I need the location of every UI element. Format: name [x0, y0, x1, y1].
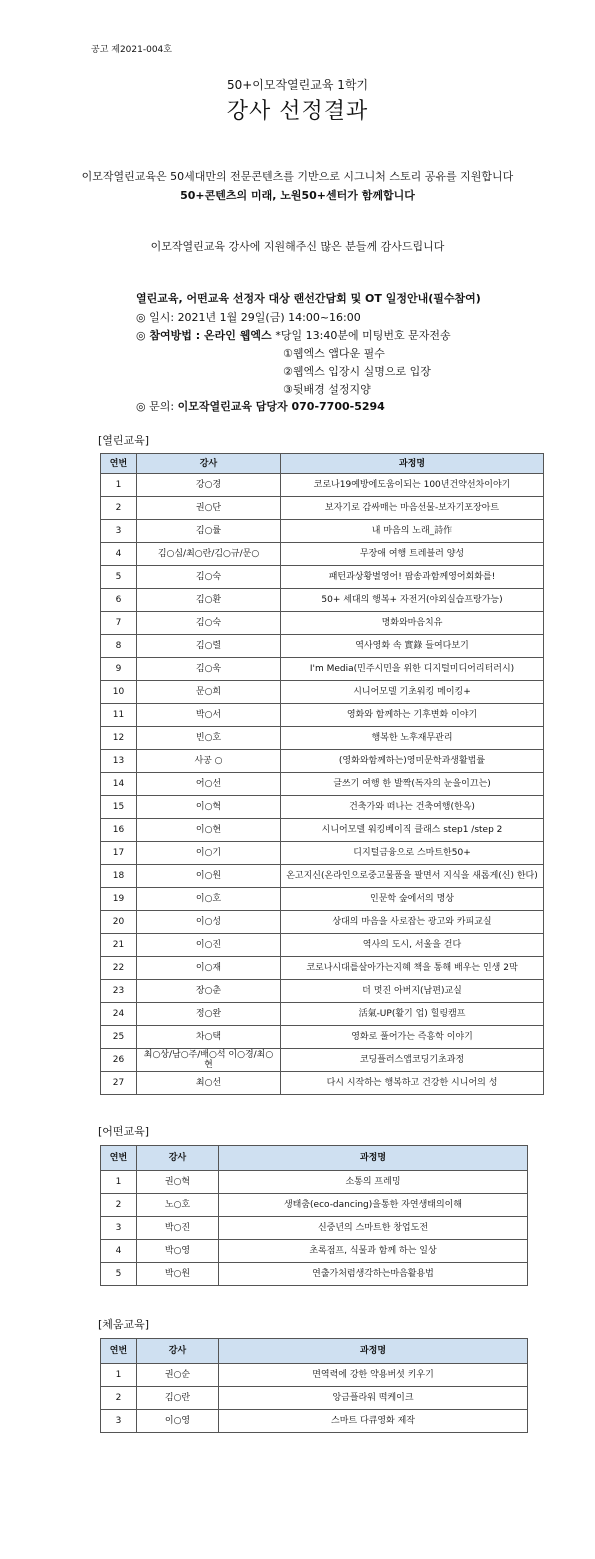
ot-method: [136, 327, 451, 343]
table-row: [101, 1410, 528, 1433]
table-row: [101, 589, 544, 612]
instructor-name: 박○영: [137, 1240, 219, 1263]
thanks-message: 이모작열린교육 강사에 지원해주신 많은 분들께 감사드립니다: [150, 240, 445, 253]
instructor-name: 이○재: [137, 957, 281, 980]
course-title: 活氣-UP(활기 업) 힐링캠프: [281, 1003, 544, 1026]
row-number: 21: [101, 934, 137, 957]
table-header-row: [101, 1146, 528, 1171]
course-title: 건축가와 떠나는 건축여행(한옥): [281, 796, 544, 819]
ot-requirement-2: ②웹엑스 입장시 실명으로 입장: [283, 365, 431, 378]
header-course: 과정명: [219, 1339, 528, 1364]
course-title: 초록점프, 식물과 함께 하는 일상: [219, 1240, 528, 1263]
instructor-name: 김○란: [137, 1387, 219, 1410]
row-number: 18: [101, 865, 137, 888]
header-instructor: 강사: [137, 454, 281, 474]
row-number: 4: [101, 543, 137, 566]
instructor-name: 권○혁: [137, 1171, 219, 1194]
instructor-name: 빈○호: [137, 727, 281, 750]
course-title: 신중년의 스마트한 창업도전: [219, 1217, 528, 1240]
intro-line-1: 이모작열린교육은 50세대만의 전문콘텐츠를 기반으로 시그니처 스토리 공유를 지원합니다: [81, 170, 514, 183]
row-number: 22: [101, 957, 137, 980]
row-number: 2: [101, 497, 137, 520]
instructor-name: 박○진: [137, 1217, 219, 1240]
ot-date: [136, 309, 361, 325]
course-title: 역사의 도시, 서울을 걷다: [281, 934, 544, 957]
course-title: 무장애 여행 트레블러 양성: [281, 543, 544, 566]
header-no: 연번: [101, 1146, 137, 1171]
table-row: [101, 1072, 544, 1095]
page-title: 강사 선정결과: [226, 99, 369, 124]
row-number: 1: [101, 1171, 137, 1194]
table-row: [101, 1387, 528, 1410]
header-instructor: 강사: [137, 1339, 219, 1364]
row-number: 3: [101, 520, 137, 543]
ot-requirement-1: ①웹엑스 앱다운 필수: [283, 347, 385, 360]
table-row: [101, 842, 544, 865]
row-number: 20: [101, 911, 137, 934]
course-title: 명화와마음치유: [281, 612, 544, 635]
course-title: 행복한 노후재무관리: [281, 727, 544, 750]
instructor-name: 김○숙: [137, 612, 281, 635]
ot-method-value: *당일 13:40분에 미팅번호 문자전송: [275, 329, 451, 342]
course-title: 스마트 다큐영화 제작: [219, 1410, 528, 1433]
course-title: 온고지신(온라인으로중고물품을 팔면서 지식을 새롭게(신) 한다): [281, 865, 544, 888]
course-title: 앙금플라워 떡케이크: [219, 1387, 528, 1410]
course-title: 상대의 마음을 사로잡는 광고와 카피교실: [281, 911, 544, 934]
instructor-name: 권○단: [137, 497, 281, 520]
row-number: 25: [101, 1026, 137, 1049]
table-row: [101, 1217, 528, 1240]
course-title: 역사영화 속 實錄 들여다보기: [281, 635, 544, 658]
row-number: 12: [101, 727, 137, 750]
section-label-which: [어떤교육]: [98, 1125, 150, 1138]
instructor-name: 장○춘: [137, 980, 281, 1003]
course-title: 코딩플러스앱코딩기초과정: [281, 1049, 544, 1072]
course-title: 생태춤(eco-dancing)을통한 자연생태의이해: [219, 1194, 528, 1217]
table-row: [101, 819, 544, 842]
instructor-name: 노○호: [137, 1194, 219, 1217]
instructor-name: 문○희: [137, 681, 281, 704]
table-row: [101, 543, 544, 566]
row-number: 19: [101, 888, 137, 911]
row-number: 14: [101, 773, 137, 796]
course-title: 소통의 프레밍: [219, 1171, 528, 1194]
table-row: [101, 1364, 528, 1387]
course-title: 시니어모델 기초워킹 메이킹+: [281, 681, 544, 704]
header-course: 과정명: [219, 1146, 528, 1171]
table-row: [101, 865, 544, 888]
row-number: 26: [101, 1049, 137, 1072]
row-number: 9: [101, 658, 137, 681]
instructor-name: 이○영: [137, 1410, 219, 1433]
course-title: 시니어모델 워킹베이직 클래스 step1 /step 2: [281, 819, 544, 842]
table-row: [101, 980, 544, 1003]
open-education-table: [100, 453, 544, 1095]
row-number: 2: [101, 1387, 137, 1410]
instructor-name: 이○원: [137, 865, 281, 888]
instructor-name: 이○진: [137, 934, 281, 957]
instructor-name: 강○경: [137, 474, 281, 497]
row-number: 8: [101, 635, 137, 658]
row-number: 13: [101, 750, 137, 773]
table-row: [101, 1049, 544, 1072]
instructor-name: 이○현: [137, 819, 281, 842]
table-row: [101, 773, 544, 796]
header-instructor: 강사: [137, 1146, 219, 1171]
ot-requirement-3: ③뒷배경 설정지양: [283, 383, 371, 396]
course-title: (영화와함께하는)영미문학과생활법률: [281, 750, 544, 773]
table-row: [101, 1240, 528, 1263]
instructor-name: 최○선: [137, 1072, 281, 1095]
instructor-name: 이○성: [137, 911, 281, 934]
row-number: 7: [101, 612, 137, 635]
course-title: 디지털금융으로 스마트한50+: [281, 842, 544, 865]
table-row: [101, 681, 544, 704]
course-title: 패턴과상황별영어! 팝송과함께영어회화를!: [281, 566, 544, 589]
table-row: [101, 704, 544, 727]
ot-heading: 열린교육, 어떤교육 선정자 대상 랜선간담회 및 OT 일정안내(필수참여): [136, 292, 481, 305]
table-row: [101, 727, 544, 750]
table-header-row: [101, 1339, 528, 1364]
table-row: [101, 888, 544, 911]
row-number: 17: [101, 842, 137, 865]
table-row: [101, 566, 544, 589]
table-row: [101, 957, 544, 980]
table-row: [101, 520, 544, 543]
instructor-name: 김○렬: [137, 635, 281, 658]
course-title: 인문학 숲에서의 명상: [281, 888, 544, 911]
table-header-row: [101, 454, 544, 474]
instructor-name: 박○원: [137, 1263, 219, 1286]
instructor-name: 권○순: [137, 1364, 219, 1387]
course-title: 내 마음의 노래_詩作: [281, 520, 544, 543]
ot-contact: [136, 398, 385, 414]
course-title: 영화와 함께하는 기후변화 이야기: [281, 704, 544, 727]
table-row: [101, 1194, 528, 1217]
instructor-name: 차○택: [137, 1026, 281, 1049]
row-number: 5: [101, 1263, 137, 1286]
row-number: 3: [101, 1410, 137, 1433]
instructor-name: 이○기: [137, 842, 281, 865]
table-row: [101, 934, 544, 957]
table-row: [101, 1003, 544, 1026]
row-number: 15: [101, 796, 137, 819]
row-number: 2: [101, 1194, 137, 1217]
table-row: [101, 796, 544, 819]
section-label-open: [열린교육]: [98, 434, 150, 447]
course-title: 글쓰기 여행 한 발짝(독자의 눈을이끄는): [281, 773, 544, 796]
ot-date-label: ◎ 일시:: [136, 311, 178, 324]
instructor-name: 이○혁: [137, 796, 281, 819]
table-row: [101, 911, 544, 934]
ot-contact-value: 이모작열린교육 담당자 070-7700-5294: [177, 400, 385, 413]
instructor-name: 김○률: [137, 520, 281, 543]
course-title: I'm Media(민주시민을 위한 디지털미디어리터러시): [281, 658, 544, 681]
instructor-name: 김○욱: [137, 658, 281, 681]
course-title: 코로나19예방에도움이되는 100년건약선차이야기: [281, 474, 544, 497]
course-title: 연출가처럼생각하는마음활용법: [219, 1263, 528, 1286]
header-course: 과정명: [281, 454, 544, 474]
row-number: 4: [101, 1240, 137, 1263]
table-row: [101, 658, 544, 681]
instructor-name: 김○숙: [137, 566, 281, 589]
experience-education-table: [100, 1338, 528, 1433]
row-number: 6: [101, 589, 137, 612]
row-number: 11: [101, 704, 137, 727]
course-title: 코로나시대를살아가는지혜 책을 통해 배우는 인생 2막: [281, 957, 544, 980]
intro-line-2: 50+콘텐츠의 미래, 노원50+센터가 함께합니다: [180, 189, 415, 202]
instructor-name: 사공 ○: [137, 750, 281, 773]
table-row: [101, 635, 544, 658]
row-number: 1: [101, 1364, 137, 1387]
row-number: 1: [101, 474, 137, 497]
instructor-name: 김○심/최○란/김○규/문○: [137, 543, 281, 566]
table-row: [101, 1263, 528, 1286]
ot-contact-label: ◎ 문의:: [136, 400, 178, 413]
course-title: 영화로 풀어가는 즉흥학 이야기: [281, 1026, 544, 1049]
ot-date-value: 2021년 1월 29일(금) 14:00~16:00: [177, 311, 361, 324]
table-row: [101, 1026, 544, 1049]
notice-number: 공고 제2021-004호: [91, 45, 172, 55]
row-number: 27: [101, 1072, 137, 1095]
header-no: 연번: [101, 454, 137, 474]
course-title: 면역력에 강한 약용버섯 키우기: [219, 1364, 528, 1387]
row-number: 3: [101, 1217, 137, 1240]
table-row: [101, 612, 544, 635]
row-number: 16: [101, 819, 137, 842]
section-label-experience: [체움교육]: [98, 1318, 150, 1331]
program-subtitle: 50+이모작열린교육 1학기: [226, 78, 369, 92]
instructor-name: 김○환: [137, 589, 281, 612]
table-row: [101, 750, 544, 773]
course-title: 보자기로 감싸매는 마음선물-보자기포장아트: [281, 497, 544, 520]
ot-method-label: ◎ 참여방법 : 온라인 웹엑스: [136, 329, 276, 342]
course-title: 50+ 세대의 행복+ 자전거(야외실습프랑가능): [281, 589, 544, 612]
row-number: 23: [101, 980, 137, 1003]
which-education-table: [100, 1145, 528, 1286]
table-row: [101, 497, 544, 520]
instructor-name: 이○호: [137, 888, 281, 911]
table-row: [101, 1171, 528, 1194]
instructor-name: 어○선: [137, 773, 281, 796]
row-number: 5: [101, 566, 137, 589]
table-row: [101, 474, 544, 497]
row-number: 24: [101, 1003, 137, 1026]
instructor-name: 박○서: [137, 704, 281, 727]
instructor-name: 정○완: [137, 1003, 281, 1026]
header-no: 연번: [101, 1339, 137, 1364]
instructor-name: 최○상/남○주/배○석 이○경/최○현: [137, 1049, 281, 1072]
row-number: 10: [101, 681, 137, 704]
course-title: 다시 시작하는 행복하고 건강한 시니어의 성: [281, 1072, 544, 1095]
course-title: 더 멋진 아버지(남편)교실: [281, 980, 544, 1003]
